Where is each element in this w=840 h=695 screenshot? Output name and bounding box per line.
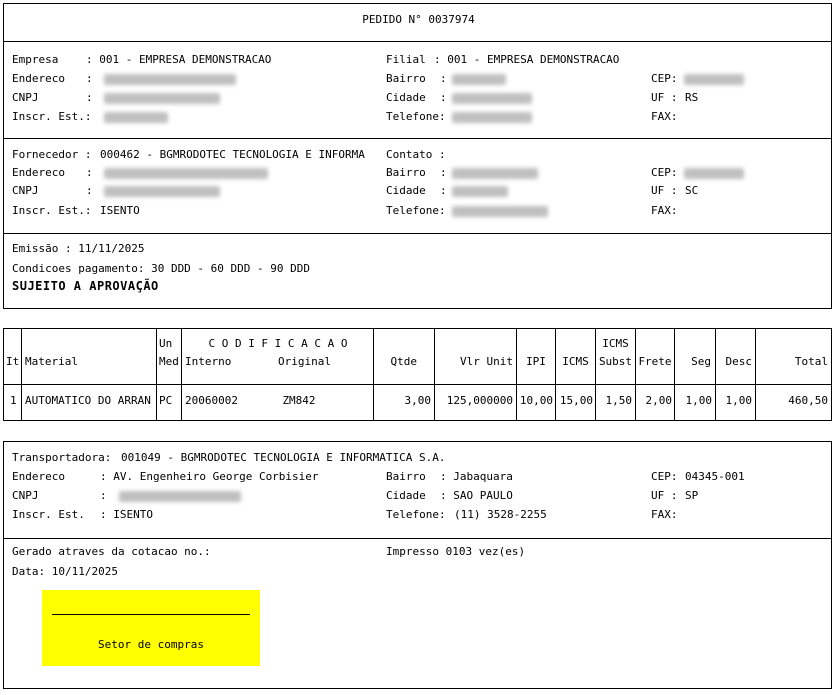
redacted-value — [119, 491, 241, 502]
empresa-fax-label: FAX: — [651, 110, 678, 123]
row-seg: 1,00 — [685, 394, 712, 407]
divider — [4, 538, 831, 539]
transp-cep-label: CEP: — [651, 470, 678, 483]
contato-label: Contato : — [386, 148, 446, 161]
order-title: PEDIDO N° 0037974 — [362, 13, 475, 26]
transp-inscr-label: Inscr. Est. — [12, 508, 85, 521]
empresa-label: Empresa — [12, 53, 59, 66]
row-original: ZM842 — [282, 394, 316, 407]
fornecedor-inscr-value: ISENTO — [100, 204, 140, 217]
col-header-subst: Subst — [598, 355, 633, 368]
row-subst: 1,50 — [605, 394, 632, 407]
column-divider — [181, 329, 182, 420]
row-un: PC — [159, 394, 173, 407]
items-table — [3, 328, 832, 421]
redacted-value — [452, 74, 506, 85]
redacted-value — [452, 112, 532, 123]
redacted-value — [104, 93, 220, 104]
row-interno: 20060002 — [185, 394, 238, 407]
empresa-inscr-label: Inscr. Est.: — [12, 110, 92, 123]
transp-cnpj-label: CNPJ — [12, 489, 39, 502]
redacted-value — [684, 74, 744, 85]
emissao-date: Emissão : 11/11/2025 — [12, 242, 145, 255]
empresa-cnpj-label: CNPJ — [12, 91, 39, 104]
colon: : — [86, 166, 93, 179]
transp-inscr-value: : ISENTO — [100, 508, 153, 521]
column-divider — [156, 329, 157, 420]
redacted-value — [104, 186, 220, 197]
fornecedor-cep-label: CEP: — [651, 166, 678, 179]
redacted-value — [684, 168, 744, 179]
col-header-it: It — [6, 355, 20, 368]
transp-cidade-label: Cidade — [386, 489, 426, 502]
transp-telefone-value: (11) 3528-2255 — [454, 508, 547, 521]
divider — [4, 41, 831, 42]
empresa-value: : 001 - EMPRESA DEMONSTRACAO — [86, 53, 272, 66]
col-header-med: Med — [159, 355, 179, 368]
redacted-value — [104, 74, 236, 85]
order-header-box — [3, 3, 832, 309]
col-header-ipi: IPI — [526, 355, 546, 368]
fornecedor-label: Fornecedor : — [12, 148, 92, 161]
col-header-original: Original — [278, 355, 331, 368]
col-header-un: Un — [159, 337, 173, 350]
row-frete: 2,00 — [645, 394, 672, 407]
divider — [4, 233, 831, 234]
redacted-value — [452, 186, 508, 197]
empresa-uf-label: UF : — [651, 91, 678, 104]
fornecedor-bairro-label: Bairro — [386, 166, 426, 179]
signature-label: Setor de compras — [98, 638, 204, 651]
empresa-cep-label: CEP: — [651, 72, 678, 85]
fornecedor-inscr-label: Inscr. Est.: — [12, 204, 92, 217]
fornecedor-cidade-label: Cidade — [386, 184, 426, 197]
redacted-value — [452, 168, 538, 179]
col-header-desc: Desc — [725, 355, 752, 368]
row-ipi: 10,00 — [519, 394, 553, 407]
redacted-value — [104, 168, 268, 179]
transportadora-value: 001049 - BGMRODOTEC TECNOLOGIA E INFORMATICA S.A. — [121, 451, 446, 464]
col-header-icms: ICMS — [562, 355, 589, 368]
empresa-telefone-label: Telefone: — [386, 110, 446, 123]
filial-label: Filial — [386, 53, 426, 66]
fornecedor-uf-value: SC — [685, 184, 699, 197]
colon: : — [86, 184, 93, 197]
transp-telefone-label: Telefone: — [386, 508, 446, 521]
fornecedor-value: 000462 - BGMRODOTEC TECNOLOGIA E INFORMA — [100, 148, 365, 161]
col-header-icms-subst-top: ICMS — [602, 337, 629, 350]
fornecedor-cnpj-label: CNPJ — [12, 184, 39, 197]
row-qtde: 3,00 — [404, 394, 431, 407]
fornecedor-endereco-label: Endereco — [12, 166, 65, 179]
redacted-value — [452, 93, 532, 104]
impresso-count: Impresso 0103 vez(es) — [386, 545, 526, 558]
col-header-frete: Frete — [638, 355, 672, 368]
transp-bairro-label: Bairro — [386, 470, 426, 483]
colon: : — [86, 91, 93, 104]
col-header-qtde: Qtde — [390, 355, 417, 368]
col-header-material: Material — [25, 355, 78, 368]
col-header-interno: Interno — [185, 355, 232, 368]
transp-endereco-value: : AV. Engenheiro George Corbisier — [100, 470, 319, 483]
colon: : — [86, 72, 93, 85]
colon: : — [440, 166, 447, 179]
empresa-endereco-label: Endereco — [12, 72, 65, 85]
row-total: 460,50 — [788, 394, 828, 407]
divider — [4, 138, 831, 139]
row-it: 1 — [10, 394, 17, 407]
row-icms: 15,00 — [559, 394, 593, 407]
fornecedor-fax-label: FAX: — [651, 204, 678, 217]
row-material: AUTOMATICO DO ARRAN — [25, 394, 151, 407]
signature-line — [52, 614, 250, 615]
col-header-total: Total — [794, 355, 828, 368]
header-divider — [4, 384, 831, 385]
transp-bairro-value: : Jabaquara — [440, 470, 513, 483]
filial-value: : 001 - EMPRESA DEMONSTRACAO — [434, 53, 620, 66]
colon: : — [440, 91, 447, 104]
colon: : — [440, 72, 447, 85]
col-header-seg: Seg — [691, 355, 711, 368]
transportadora-label: Transportadora: — [12, 451, 112, 464]
colon: : — [100, 489, 107, 502]
colon: : — [440, 184, 447, 197]
empresa-cidade-label: Cidade — [386, 91, 426, 104]
redacted-value — [452, 206, 548, 217]
payment-conditions: Condicoes pagamento: 30 DDD - 60 DDD - 90 DDD — [12, 262, 311, 275]
col-header-vlr-unit: Vlr Unit — [460, 355, 513, 368]
empresa-uf-value: RS — [685, 91, 699, 104]
transp-endereco-label: Endereco — [12, 470, 65, 483]
col-header-codificacao: C O D I F I C A C A O — [208, 337, 348, 350]
redacted-value — [104, 112, 168, 123]
transp-cep-value: 04345-001 — [685, 470, 745, 483]
row-vlr-unit: 125,000000 — [446, 394, 513, 407]
column-divider — [21, 329, 22, 420]
transp-uf-label: UF : — [651, 489, 678, 502]
empresa-bairro-label: Bairro — [386, 72, 426, 85]
transp-uf-value: SP — [685, 489, 699, 502]
row-desc: 1,00 — [725, 394, 752, 407]
gerado-cotacao: Gerado atraves da cotacao no.: — [12, 545, 211, 558]
gerado-data: Data: 10/11/2025 — [12, 565, 118, 578]
signature-block — [42, 590, 260, 666]
approval-status: SUJEITO A APROVAÇÃO — [12, 279, 159, 293]
transp-fax-label: FAX: — [651, 508, 678, 521]
fornecedor-telefone-label: Telefone: — [386, 204, 446, 217]
transp-cidade-value: : SAO PAULO — [440, 489, 513, 502]
fornecedor-uf-label: UF : — [651, 184, 678, 197]
